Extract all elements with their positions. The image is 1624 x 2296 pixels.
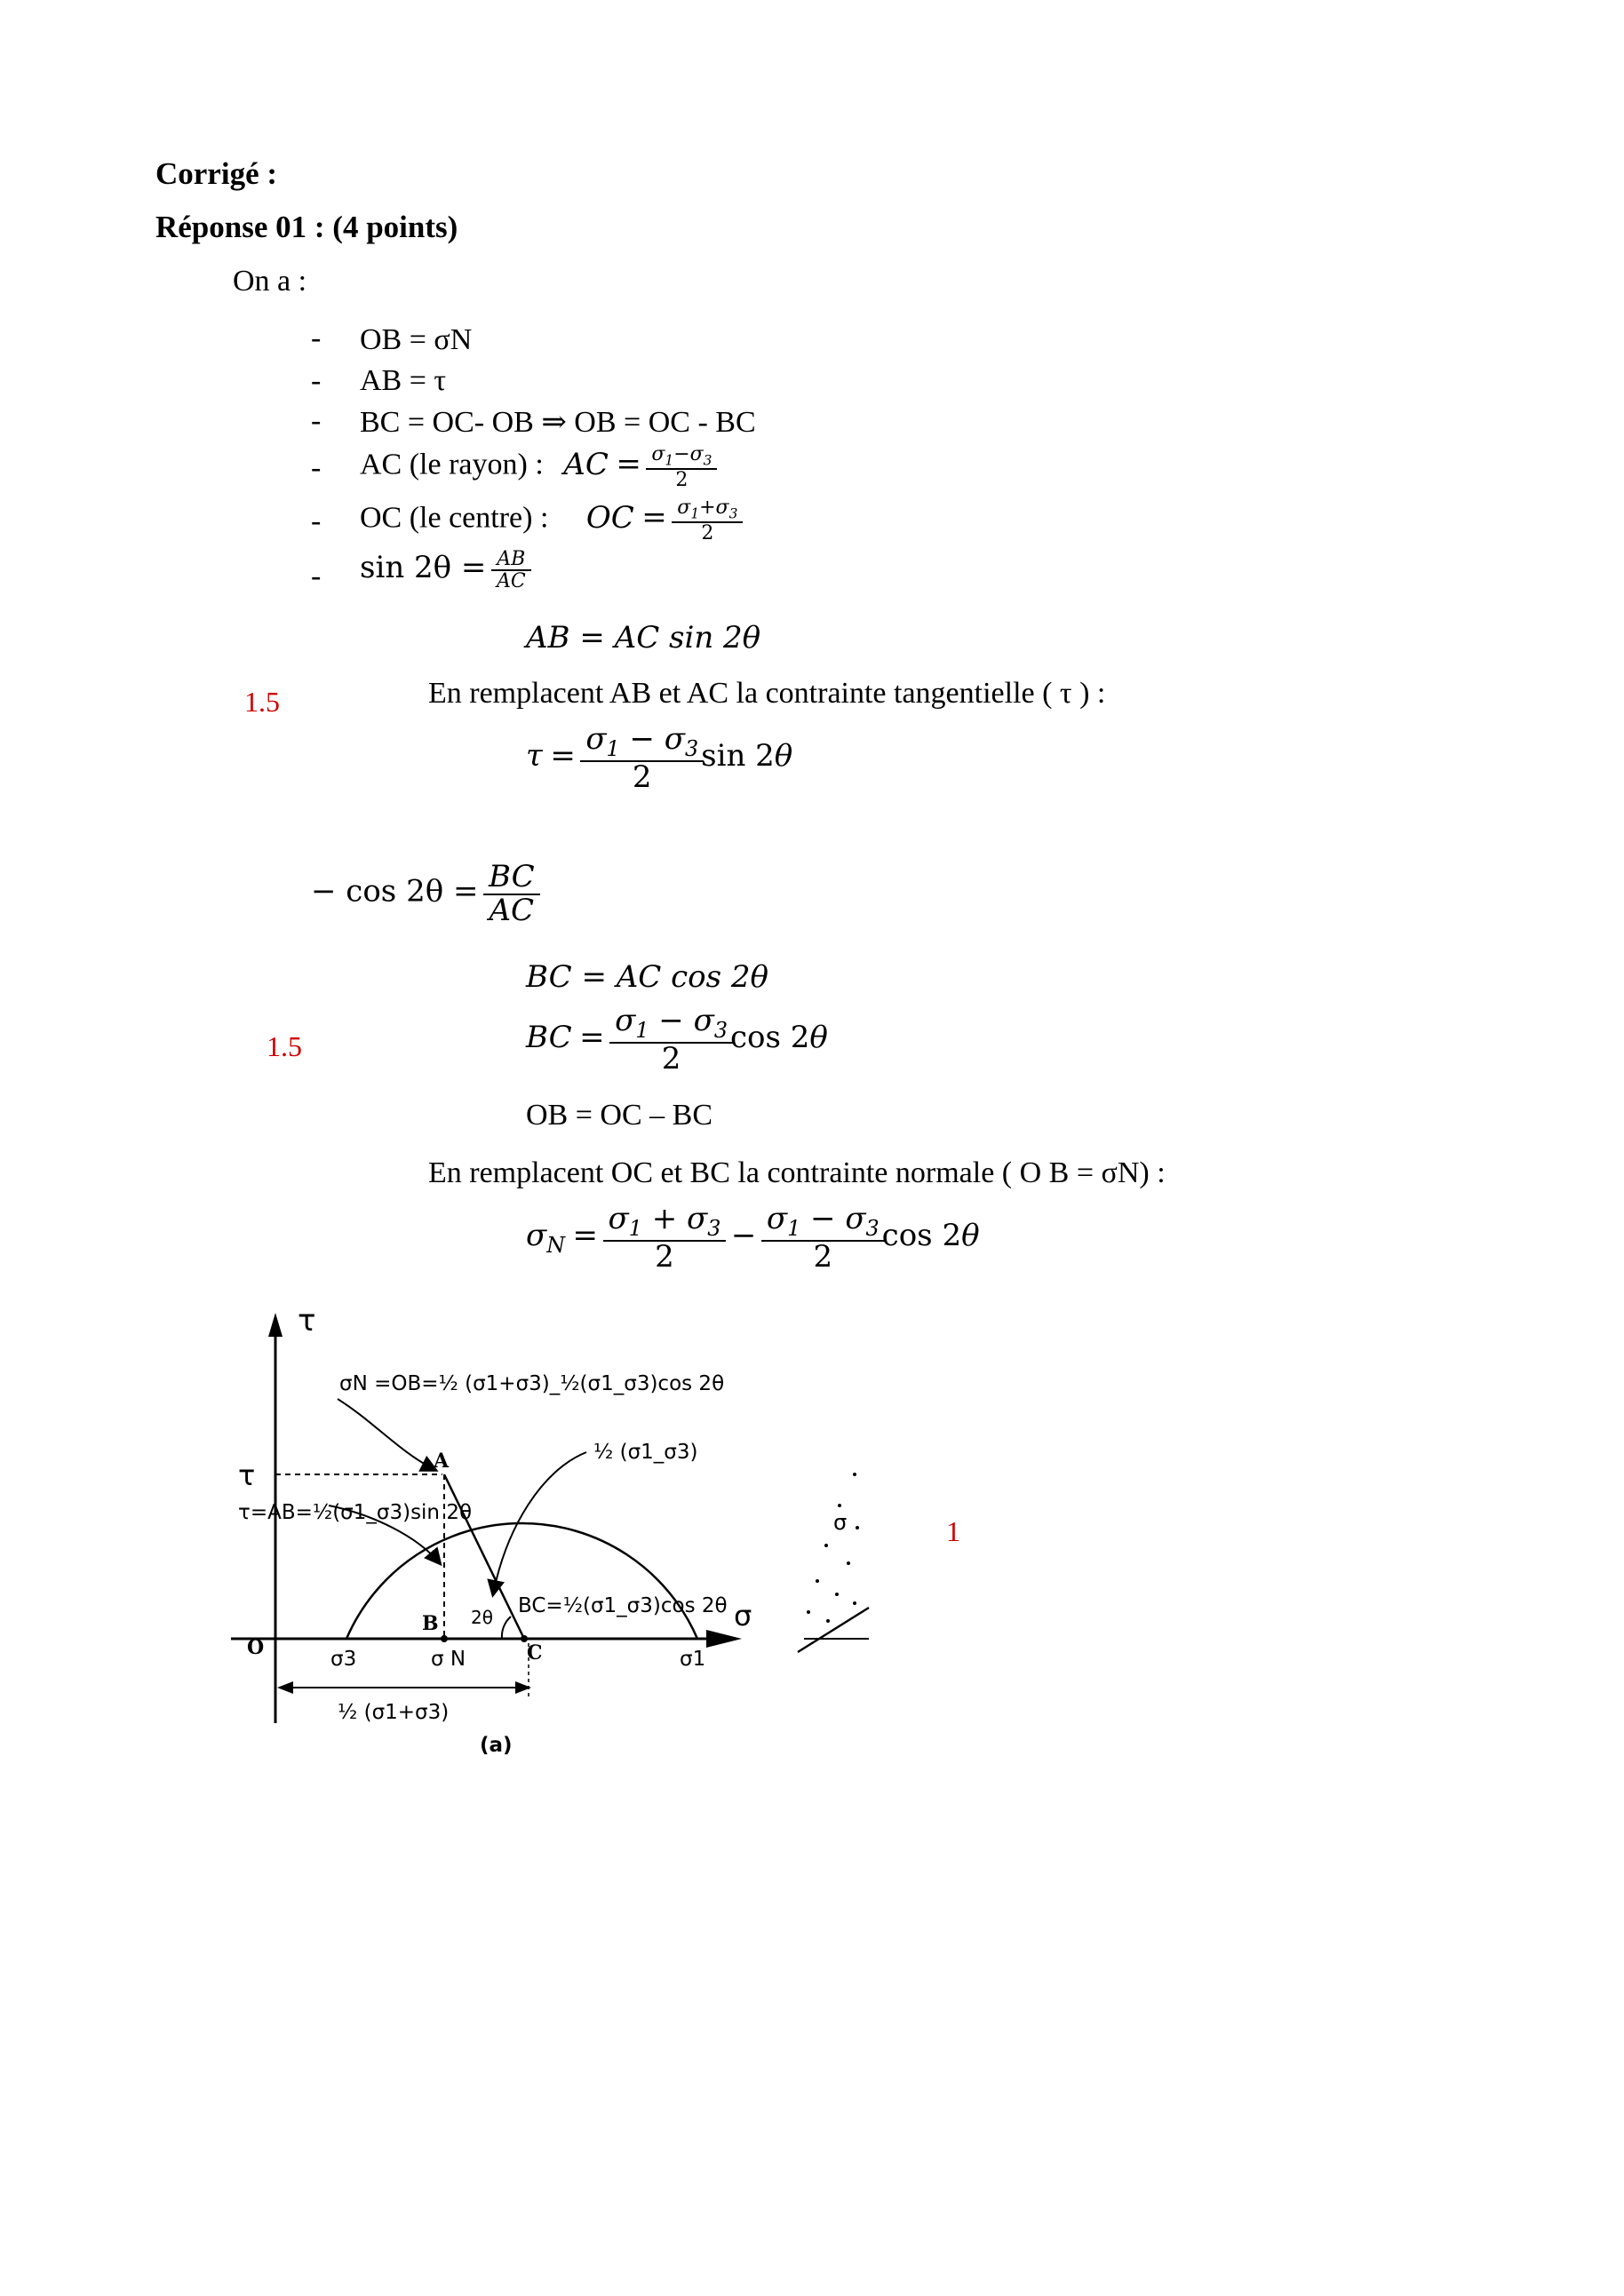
sigma1-label: σ1 [680, 1648, 706, 1671]
origin-label: O [247, 1636, 265, 1659]
sigma-n-equation: $\sigma_N$ = $\frac{\sigma_1 + \sigma_3}{2}$ − $\frac{\sigma_1 - \sigma_3}{2}$ cos 2θ [526, 1201, 980, 1275]
cos-equation: − cos 2θ = $\frac{BC}{AC}$ [311, 862, 537, 926]
bullet-ac: AC (le rayon) : AC = $\frac{\sigma_1-\sigma_3}{2}$ [360, 444, 714, 490]
sigma-n-arrow [338, 1399, 435, 1470]
sigma-intro-text: En remplacent OC et BC la contrainte normale ( O B = σN) : [428, 1156, 1166, 1189]
ob-equation: OB = OC – BC [526, 1099, 712, 1132]
mohr-circle [346, 1523, 697, 1639]
bullet-oc-label: OC (le centre) : [360, 501, 549, 535]
bullet-ac-label: AC (le rayon) : [360, 448, 544, 481]
point-c-label: C [527, 1641, 543, 1664]
point-a-label: A [434, 1450, 450, 1473]
ab-formula: τ=AB=½(σ1_σ3)sin 2θ [238, 1501, 473, 1524]
bullet-ob: OB = σN [360, 323, 473, 356]
sin-fraction: $\frac{AB}{AC}$ [494, 549, 529, 592]
point-b-marker [441, 1635, 448, 1642]
grade-mark: 1 [946, 1515, 960, 1547]
title-heading: Corrigé : [155, 156, 278, 191]
angle-label: 2θ [471, 1607, 493, 1628]
sigma-axis-label: σ [734, 1599, 752, 1633]
grade-mark: 1.5 [244, 686, 280, 718]
sigma-n-formula: σN =OB=½ (σ1+σ3)_½(σ1_σ3)cos 2θ [339, 1372, 725, 1395]
tau-left-label: τ [238, 1458, 256, 1492]
bullet-sin-label: sin 2θ = [360, 549, 487, 585]
bc-full-equation: BC = $\frac{\sigma_1 - \sigma_3}{2}$ cos 2θ [526, 1003, 828, 1076]
grade-mark: 1.5 [267, 1030, 302, 1062]
tau-intro-text: En remplacent AB et AC la contrainte tangentielle ( τ ) : [428, 677, 1106, 710]
tau-axis-label: τ [298, 1303, 316, 1339]
diagram-caption: (a) [480, 1734, 513, 1757]
center-dimension-label: ½ (σ1+σ3) [338, 1701, 450, 1724]
bullet-dash: - [311, 404, 322, 437]
bc-equation: BC = AC cos 2θ [526, 959, 768, 995]
ac-fraction: $\frac{\sigma_1-\sigma_3}{2}$ [649, 444, 714, 490]
side-diagram-fragment [798, 1473, 869, 1652]
ab-equation: AB = AC sin 2θ [526, 620, 761, 655]
oc-fraction: $\frac{\sigma_1+\sigma_3}{2}$ [674, 497, 740, 544]
bullet-dash: - [311, 364, 322, 397]
radius-label: ½ (σ1_σ3) [593, 1441, 698, 1464]
bullet-bc: BC = OC- OB ⇒ OB = OC - BC [360, 406, 756, 439]
mohr-circle-diagram [222, 1297, 880, 1776]
point-b-label: B [422, 1612, 439, 1635]
intro-text: On a : [233, 265, 307, 298]
bullet-oc: OC (le centre) : OC = $\frac{\sigma_1+\sigma_3}{2}$ [360, 497, 740, 544]
sigma-n-label: σ N [431, 1648, 466, 1671]
bc-formula: BC=½(σ1_σ3)cos 2θ [518, 1594, 728, 1617]
tau-axis-arrow [268, 1313, 283, 1337]
bullet-dash: - [311, 451, 322, 484]
bullet-dash: - [311, 560, 322, 592]
cos-label: − cos 2θ = [311, 873, 479, 910]
tau-equation: τ = $\frac{\sigma_1 - \sigma_3}{2}$ sin 2θ [526, 721, 793, 795]
bullet-sin [360, 549, 529, 592]
sigma3-label: σ3 [330, 1648, 357, 1671]
response-heading: Réponse 01 : (4 points) [155, 210, 458, 244]
bullet-dash: - [311, 504, 322, 537]
angle-arc [502, 1617, 511, 1639]
bullet-dash: - [311, 322, 322, 354]
side-sigma-label: σ [833, 1510, 848, 1535]
sigma-axis-arrow [706, 1630, 742, 1648]
bullet-ab: AB = τ [360, 364, 447, 397]
